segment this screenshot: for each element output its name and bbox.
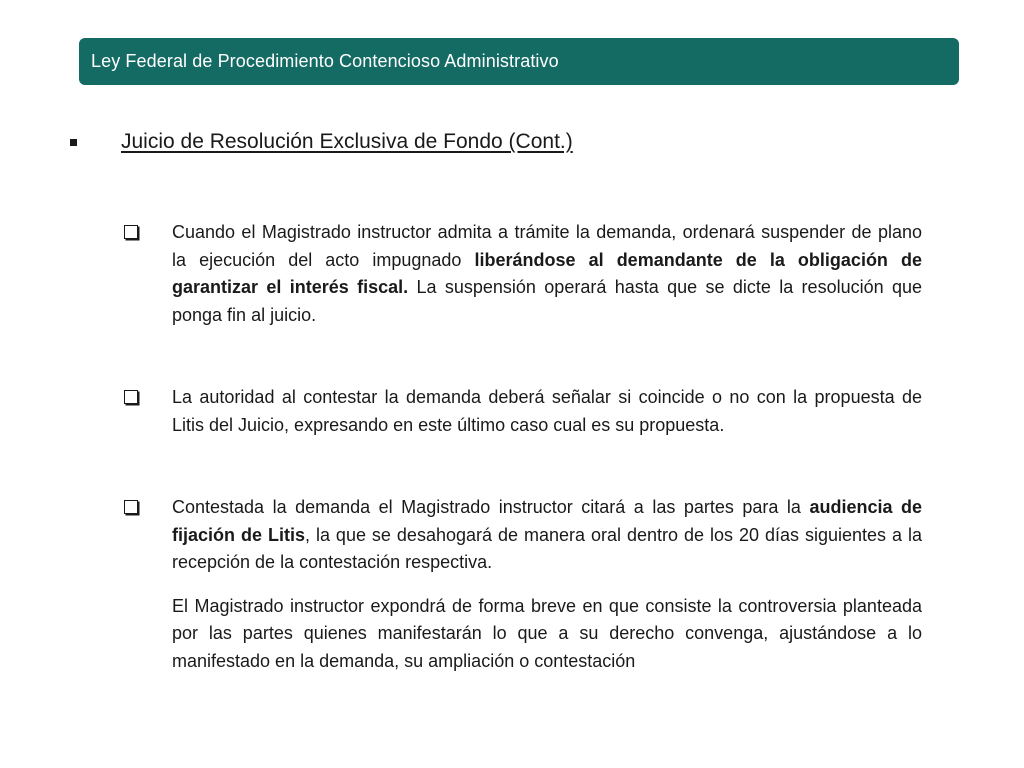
paragraph-continuation: El Magistrado instructor expondrá de forma breve en que consiste la controversia planteada por las partes quienes manifestarán lo que a su derecho convenga, ajustándose a lo manifestado en la demanda, su ampliación o contestación (172, 595, 922, 671)
paragraph-text: , la que se desahogará de manera oral dentro de los 20 días siguientes a la recepción de la contestación respectiva. (172, 524, 922, 572)
paragraph-text: Cuando el Magistrado instructor admita a trámite la demanda, ordenará suspender de plano la ejecución del acto impugnado (172, 222, 922, 270)
header-bar (79, 38, 959, 85)
square-bullet-icon (70, 139, 77, 146)
checkbox-icon (124, 500, 138, 514)
checkbox-icon (124, 225, 138, 239)
checkbox-icon (124, 390, 138, 404)
list-item-suspension (124, 219, 922, 329)
paragraph-bold-text: liberándose al demandante de la obligación de garantizar el interés fiscal. (172, 249, 923, 297)
paragraph-text: Contestada la demanda el Magistrado instructor citará a las partes para la (172, 497, 810, 517)
paragraph: La autoridad al contestar la demanda deberá señalar si coincide o no con la propuesta de Litis del Juicio, expresando en este último caso cual es su propuesta. (172, 387, 922, 435)
header-title: Ley Federal de Procedimiento Contencioso Administrativo (91, 51, 559, 71)
paragraph-bold-text: audiencia de fijación de Litis (172, 497, 922, 545)
paragraph (172, 494, 922, 577)
list-item-audiencia (124, 494, 922, 675)
section-heading (70, 130, 573, 154)
list-item-body (172, 384, 922, 439)
list-item-autoridad (124, 384, 922, 439)
list-item-body (172, 494, 922, 675)
paragraph-text: La suspensión operará hasta que se dicte la resolución que ponga fin al juicio. (172, 277, 922, 325)
list-item-body (172, 219, 922, 329)
paragraph (172, 219, 922, 329)
section-heading-text: Juicio de Resolución Exclusiva de Fondo (Cont.) (121, 130, 573, 153)
